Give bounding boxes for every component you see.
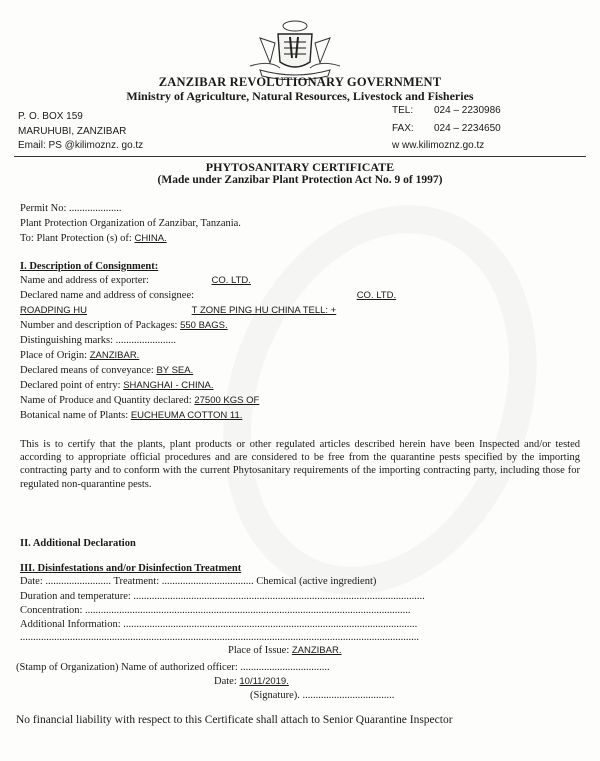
treatment-line — [20, 576, 376, 587]
place-of-issue-line — [228, 645, 341, 656]
conveyance-label: Declared means of conveyance: — [20, 365, 154, 376]
origin-value: ZANZIBAR. — [89, 350, 140, 361]
exporter-value: CO. LTD. — [211, 275, 251, 286]
additional-info-line — [20, 619, 417, 630]
consignee-value: CO. LTD. — [356, 290, 397, 301]
duration-label: Duration and temperature: — [20, 591, 131, 602]
botanical-label: Botanical name of Plants: — [20, 410, 129, 421]
location: MARUHUBI, ZANZIBAR — [18, 125, 127, 137]
issue-date-line — [214, 676, 289, 687]
entry-label: Declared point of entry: — [20, 380, 121, 391]
section2-heading-text: II. Additional Declaration — [20, 538, 136, 549]
authorized-officer-line — [16, 662, 330, 673]
botanical-line — [20, 410, 242, 421]
permit-line — [20, 203, 122, 214]
tel-number: 024 – 2230986 — [434, 105, 501, 116]
certificate-subtitle: (Made under Zanzibar Plant Protection Act No. 9 of 1997) — [157, 174, 443, 186]
duration-dots: ............................................................................................................... — [133, 591, 425, 602]
consignee-line — [20, 290, 396, 301]
to-label: To: Plant Protection (s) of: — [20, 233, 132, 244]
botanical-value: EUCHEUMA COTTON 11. — [130, 410, 243, 421]
header-divider — [14, 156, 586, 157]
date-label: Date: — [20, 576, 43, 587]
signature-line — [250, 690, 394, 701]
issue-date-label: Date: — [214, 676, 237, 687]
tel-label: TEL: — [392, 105, 414, 116]
place-label: Place of Issue: — [228, 645, 290, 656]
website: w ww.kilimoznz.go.tz — [392, 140, 485, 151]
section1-heading-text: I. Description of Consignment: — [20, 261, 159, 272]
ministry-name: Ministry of Agriculture, Natural Resources, Livestock and Fisheries — [126, 89, 474, 103]
footer-liability-note: No financial liability with respect to this Certificate shall attach to Senior Quarantine Inspector — [16, 714, 453, 726]
origin-line — [20, 350, 139, 361]
produce-label: Name of Produce and Quantity declared: — [20, 395, 192, 406]
email: Email: PS @kilimoznz. go.tz — [18, 140, 144, 151]
government-title: ZANZIBAR REVOLUTIONARY GOVERNMENT — [158, 75, 442, 89]
permit-dots: .................... — [69, 203, 122, 214]
concentration-line — [20, 605, 411, 616]
signature-dots: ................................... — [302, 690, 395, 701]
section3-heading — [20, 563, 241, 574]
origin-label: Place of Origin: — [20, 350, 88, 361]
packages-line — [20, 320, 228, 331]
exporter-label: Name and address of exporter: — [20, 275, 149, 286]
organization-line: Plant Protection Organization of Zanzibar, Tanzania. — [20, 218, 241, 229]
issue-date-value: 10/11/2019. — [239, 676, 289, 687]
duration-line — [20, 591, 425, 602]
contact-address — [18, 110, 143, 154]
exporter-line — [20, 275, 251, 286]
coat-of-arms-icon — [240, 18, 350, 80]
additional-dots: ................................................................................................................ — [123, 619, 418, 630]
consignee-line2-b: T ZONE PING HU CHINA TELL: + — [191, 305, 337, 316]
blank-dots: ........................................................................................................................................................ — [20, 632, 419, 643]
produce-value: 27500 KGS OF — [194, 395, 260, 406]
date-dots: ......................... — [45, 576, 111, 587]
packages-label: Number and description of Packages: — [20, 320, 178, 331]
to-line — [20, 233, 167, 244]
treatment-label: Treatment: — [113, 576, 160, 587]
permit-label: Permit No: — [20, 203, 67, 214]
entry-line — [20, 380, 213, 391]
packages-value: 550 BAGS. — [180, 320, 228, 331]
place-value: ZANZIBAR. — [291, 645, 342, 656]
consignee-line-2 — [20, 305, 336, 316]
treatment-dots: ................................... — [161, 576, 254, 587]
consignee-line2-a: ROADPING HU — [20, 305, 88, 316]
section3-heading-text: III. Disinfestations and/or Disinfection Treatment — [20, 563, 242, 574]
certify-paragraph: This is to certify that the plants, plant products or other regulated articles described herein have been Inspected and/or tested according to appropriate official procedures and are considered to be free from the quarantine pests specified by the importing contracting party and to conform with the current Phytosanitary requirements of the importing contracting party, including those for regulated non-quarantine pests. — [20, 439, 580, 490]
contact-phone — [392, 104, 501, 154]
stamp-dots: .................................. — [240, 662, 330, 673]
blank-dotted-line — [20, 632, 419, 643]
certificate-title: PHYTOSANITARY CERTIFICATE — [205, 160, 395, 174]
section2-heading — [20, 538, 136, 549]
marks-line — [20, 335, 176, 346]
conveyance-line — [20, 365, 193, 376]
consignee-label: Declared name and address of consignee: — [20, 290, 195, 301]
marks-label: Distinguishing marks: — [20, 335, 114, 346]
entry-value: SHANGHAI - CHINA. — [123, 380, 214, 391]
fax-label: FAX: — [392, 122, 414, 134]
chemical-label: Chemical (active ingredient) — [256, 576, 377, 587]
conveyance-value: BY SEA. — [156, 365, 194, 376]
fax-number: 024 – 2234650 — [434, 122, 501, 134]
additional-label: Additional Information: — [20, 619, 121, 630]
section1-heading — [20, 261, 158, 272]
produce-line — [20, 395, 259, 406]
po-box: P. O. BOX 159 — [18, 111, 83, 122]
signature-label: (Signature). — [250, 690, 300, 701]
marks-dots: ....................... — [115, 335, 177, 346]
concentration-label: Concentration: — [20, 605, 83, 616]
to-value: CHINA. — [134, 233, 167, 244]
concentration-dots: ............................................................................................................................ — [85, 605, 411, 616]
stamp-label: (Stamp of Organization) Name of authorized officer: — [16, 662, 238, 673]
